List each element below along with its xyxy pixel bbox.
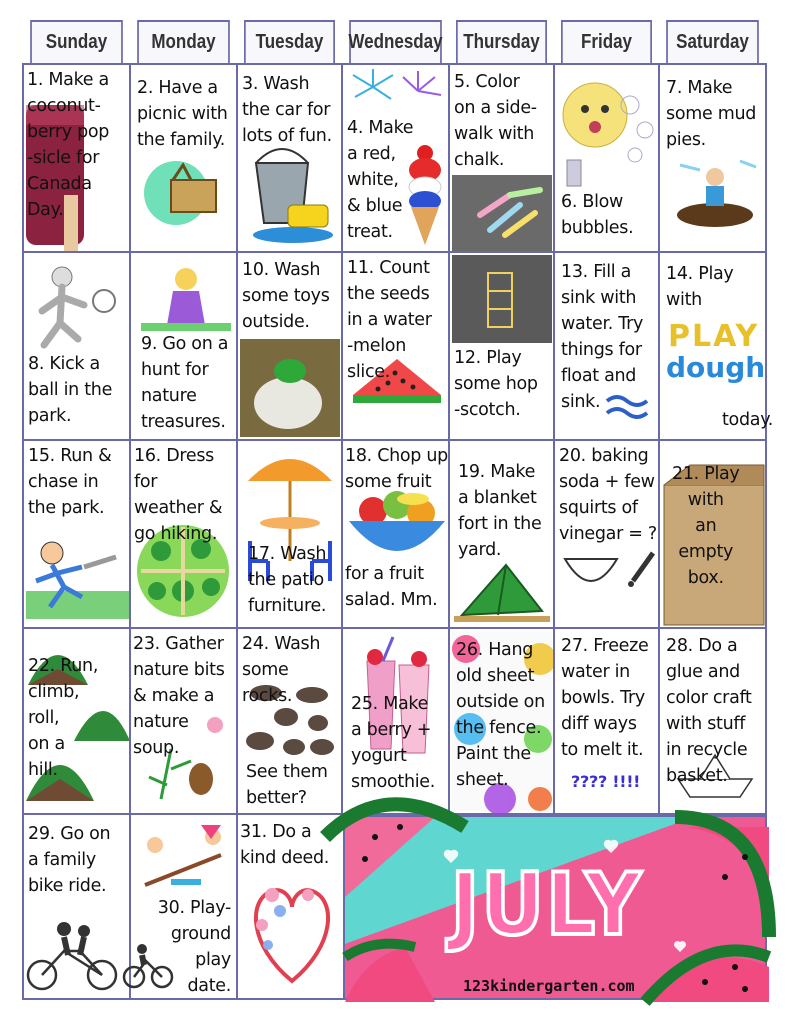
- day-24-text-top: 24. Wash some rocks.: [242, 634, 321, 706]
- day-cell-25: [341, 627, 450, 815]
- day-cell-21: [658, 439, 767, 629]
- day-cell-31: [236, 813, 345, 1000]
- day-2-text: 2. Have a picnic with the family.: [137, 78, 228, 150]
- day-cell-2: [129, 63, 238, 253]
- header-tuesday: Tuesday: [244, 20, 335, 65]
- day-cell-26: [448, 627, 555, 815]
- day-10-text: 10. Wash some toys outside.: [242, 260, 330, 332]
- day-13-text: 13. Fill a sink with water. Try things for float and sink.: [561, 262, 644, 412]
- header-sunday: Sunday: [30, 20, 123, 65]
- day-20-text: 20. baking soda + few squirts of vinegar = ?: [559, 446, 657, 544]
- day-cell-16: [129, 439, 238, 629]
- day-22-text: 22. Run, climb, roll, on a hill.: [28, 656, 99, 780]
- day-25-text: 25. Make a berry + yogurt smoothie.: [351, 694, 436, 792]
- day-6-text: 6. Blow bubbles.: [561, 192, 634, 238]
- day-15-text: 15. Run & chase in the park.: [28, 446, 112, 518]
- day-17-text: 17. Wash the patio furniture.: [248, 544, 327, 616]
- day-9-text: 9. Go on a hunt for nature treasures.: [141, 334, 229, 432]
- play-dough-word-dough: dough: [666, 351, 766, 384]
- day-31-text: 31. Do a kind deed.: [240, 822, 330, 868]
- day-cell-14: [658, 251, 774, 441]
- day-26-text: 26. Hang old sheet outside on the fence. Paint the sheet.: [456, 640, 545, 790]
- day-cell-24: [236, 627, 343, 815]
- day-cell-10: [236, 251, 343, 441]
- header-monday: Monday: [137, 20, 230, 65]
- day-5-text: 5. Color on a side- walk with chalk.: [454, 72, 537, 170]
- july-banner: [343, 815, 767, 1000]
- day-cell-20: [553, 439, 660, 629]
- day-27-text: 27. Freeze water in bowls. Try diff ways to melt it.: [561, 636, 649, 760]
- day-cell-27: [553, 627, 660, 815]
- day-cell-3: [236, 63, 343, 253]
- day-cell-19: [448, 439, 555, 629]
- day-11-text: 11. Count the seeds in a water -melon slice.: [347, 258, 432, 382]
- day-14-text: 14. Play with: [666, 264, 734, 310]
- day-12-text: 12. Play some hop -scotch.: [454, 348, 538, 420]
- day-18-text-bottom: for a fruit salad. Mm.: [345, 564, 438, 610]
- day-cell-28: [658, 627, 767, 815]
- day-8-text: 8. Kick a ball in the park.: [28, 354, 113, 426]
- day-cell-9: [129, 251, 238, 441]
- day-30-text: 30. Play- ground play date.: [157, 898, 231, 996]
- day-28-text: 28. Do a glue and color craft with stuff in recycle basket.: [666, 636, 752, 786]
- month-title: JULY: [450, 855, 643, 955]
- day-16-text: 16. Dress for weather & go hiking.: [134, 446, 223, 544]
- play-dough-word-play: PLAY: [668, 319, 760, 354]
- header-friday: Friday: [561, 20, 652, 65]
- day-23-text: 23. Gather nature bits & make a nature soup.: [133, 634, 225, 758]
- day-cell-18: [341, 439, 450, 629]
- day-4-text: 4. Make a red, white, & blue treat.: [347, 118, 414, 242]
- day-29-text: 29. Go on a family bike ride.: [28, 824, 111, 896]
- website-label: 123kindergarten.com: [463, 977, 635, 995]
- day-cell-23: [129, 627, 238, 815]
- day-cell-7: [658, 63, 767, 253]
- day-cell-6: [553, 63, 660, 253]
- header-wednesday: Wednesday: [349, 20, 442, 65]
- day-cell-12: [448, 251, 555, 441]
- day-cell-15: [22, 439, 131, 629]
- day-1-text: 1. Make a coconut- berry pop -sicle for Canada Day.: [27, 70, 110, 220]
- day-24-text-bottom: See them better?: [246, 762, 328, 808]
- day-21-text: 21. Play with an empty box.: [672, 464, 740, 588]
- day-7-text: 7. Make some mud pies.: [666, 78, 757, 150]
- day-cell-11: [341, 251, 450, 441]
- day-14-text-today: today.: [722, 410, 774, 430]
- day-cell-1: [22, 63, 131, 253]
- day-cell-17: [236, 439, 343, 629]
- day-cell-8: [22, 251, 131, 441]
- day-27-question-marks: ???? !!!!: [571, 772, 641, 791]
- day-cell-5: [448, 63, 555, 253]
- day-cell-13: [553, 251, 660, 441]
- header-thursday: Thursday: [456, 20, 547, 65]
- day-cell-4: [341, 63, 450, 253]
- day-3-text: 3. Wash the car for lots of fun.: [242, 74, 332, 146]
- day-18-text-top: 18. Chop up some fruit: [345, 446, 448, 492]
- day-cell-22: [22, 627, 131, 815]
- day-19-text: 19. Make a blanket fort in the yard.: [458, 462, 542, 560]
- header-saturday: Saturday: [666, 20, 759, 65]
- day-cell-30: [129, 813, 238, 1000]
